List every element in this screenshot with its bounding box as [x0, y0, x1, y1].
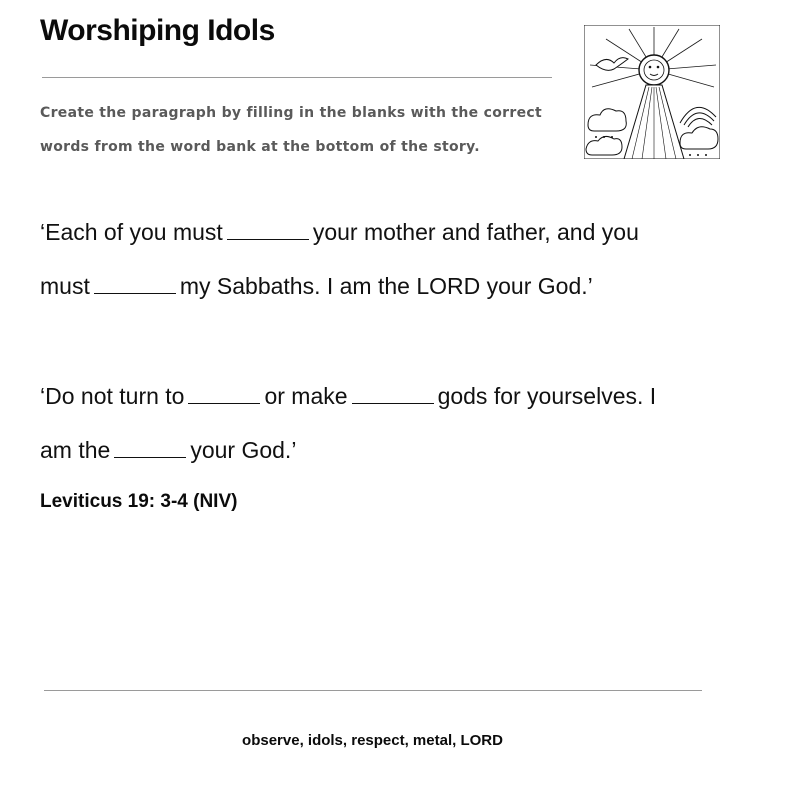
verse-2-line-1 [40, 369, 720, 423]
sun-rays-doodle-illustration [584, 25, 720, 159]
instructions [40, 96, 560, 164]
scripture-reference: Leviticus 19: 3-4 (NIV) [40, 491, 238, 512]
fill-in-blank[interactable] [94, 292, 176, 294]
verse-text: ‘Each of you must [40, 219, 223, 245]
verse-text: your God.’ [190, 437, 297, 463]
verse-text: am the [40, 437, 111, 463]
verse-paragraph-1 [40, 205, 720, 313]
verse-1-line-1 [40, 205, 720, 259]
fill-in-blank[interactable] [188, 402, 260, 404]
verse-2-line-2 [40, 423, 720, 477]
verse-text: gods for yourselves. I [437, 383, 657, 409]
verse-1-line-2 [40, 259, 720, 313]
word-bank: observe, idols, respect, metal, LORD [242, 732, 503, 749]
verse-text: must [40, 273, 90, 299]
instructions-line-1: Create the paragraph by filling in the blanks with the correct [40, 105, 542, 121]
word-bank-divider [44, 690, 702, 691]
instructions-line-2: words from the word bank at the bottom of the story. [40, 139, 480, 155]
page-title: Worshiping Idols [40, 14, 275, 47]
fill-in-blank[interactable] [352, 402, 434, 404]
verse-text: ‘Do not turn to [40, 383, 185, 409]
verse-text: your mother and father, and you [312, 219, 639, 245]
fill-in-blank[interactable] [227, 238, 309, 240]
title-divider [42, 77, 552, 78]
fill-in-blank[interactable] [114, 456, 186, 458]
verse-paragraph-2 [40, 369, 720, 477]
verse-text: or make [264, 383, 348, 409]
verse-text: my Sabbaths. I am the LORD your God.’ [179, 273, 593, 299]
